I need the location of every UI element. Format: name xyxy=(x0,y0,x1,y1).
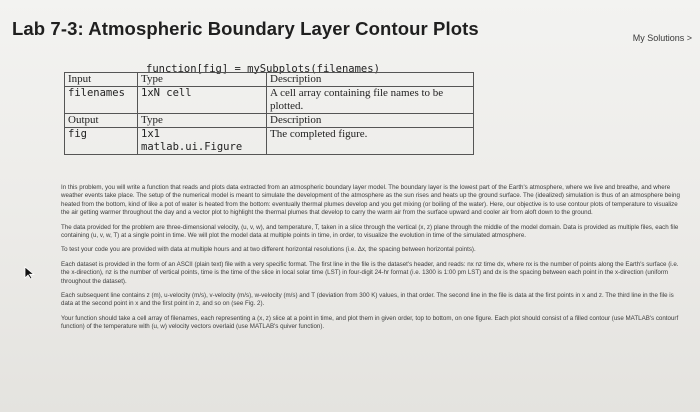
output-desc: The completed figure. xyxy=(267,128,474,155)
paragraph-format: Each dataset is provided in the form of an ASCII (plain text) file with a very specific format. The first line in the file is the dataset's header, and reads: nx nz time dx, where nx is the number of points along the Earth's surface (i.e. the x-direction), nz is the number of vertical points, time is the time of the slice in local solar time (LST) in four-digit 24-hr format (i.e. 1300 is 1:00 pm LST) and dx is the spacing between each point in the x-direction (uniform throughout the dataset). xyxy=(61,260,679,285)
problem-description xyxy=(61,184,681,338)
input-label: Input xyxy=(65,73,138,87)
paragraph-task: Your function should take a cell array of filenames, each representing a (x, z) slice at a point in time, and plot them in given order, top to bottom, on one figure. Each plot should consist of a filled contour (use MATLAB's contourf function) of the temperature with (u, w) velocity vectors overlaid (use MATLAB's quiver function). xyxy=(61,314,679,331)
paragraph-lines: Each subsequent line contains z (m), u-velocity (m/s), v-velocity (m/s), w-velocity (m/s) and T (deviation from 300 K) values, in that order. The second line in the file is data at the first points in x and z. The third line in the file is data at the second point in x and the first point in z, and so on (see Fig. 2). xyxy=(61,292,674,308)
input-name: filenames xyxy=(65,87,138,114)
input-desc-header: Description xyxy=(267,73,474,87)
io-table xyxy=(64,72,474,155)
output-type xyxy=(138,128,267,155)
output-type-header: Type xyxy=(138,114,267,128)
output-desc-header: Description xyxy=(267,114,474,128)
my-solutions-link[interactable]: My Solutions > xyxy=(632,33,692,43)
page-title: Lab 7-3: Atmospheric Boundary Layer Contour Plots xyxy=(12,18,479,39)
input-type-header: Type xyxy=(138,73,267,87)
paragraph-data: The data provided for the problem are three-dimensional velocity, (u, v, w), and temperature, T, taken in a slice through the vertical (x, z) plane through the middle of the model domain. Data is provided as multiple files, each file containing (u, v, w, T) at a single point in time. We will plot the model data at multiple points in time, in order, to visualize the evolution in time of the simulated atmosphere. xyxy=(61,223,679,240)
output-name: fig xyxy=(65,128,138,155)
paragraph-intro: In this problem, you will write a function that reads and plots data extracted from an atmospheric boundary layer model. The boundary layer is the lowest part of the Earth's atmosphere, where we live and breathe, and where weather events take place. The setup of the numerical model is meant to simulate the development of the atmosphere as the sun rises and heats up the ground surface. The (idealized) simulation is thus of an atmosphere being heated from the bottom, kind of like a pot of water is heated from the bottom: eventually thermal plumes develop and you get mixing (or boiling of the water). Here, our objective is to use contour plots of temperature to visualize the air getting warmer throughout the day and a vector plot to highlight the thermal plumes that develop to carry the warm air from the surface upward and cooler air from aloft down to the ground. xyxy=(61,184,680,217)
mouse-cursor-icon xyxy=(24,266,36,280)
input-desc: A cell array containing file names to be plotted. xyxy=(267,87,474,114)
output-type-line2: matlab.ui.Figure xyxy=(141,141,243,153)
function-signature: function[fig] = mySubplots(filenames) xyxy=(146,63,380,75)
paragraph-test: To test your code you are provided with data at multiple hours and at two different horizontal resolutions (i.e. Δx, the spacing between horizontal points). xyxy=(61,246,476,254)
output-type-line1: 1x1 xyxy=(141,128,160,140)
output-label: Output xyxy=(65,114,138,128)
input-type: 1xN cell xyxy=(138,87,267,114)
